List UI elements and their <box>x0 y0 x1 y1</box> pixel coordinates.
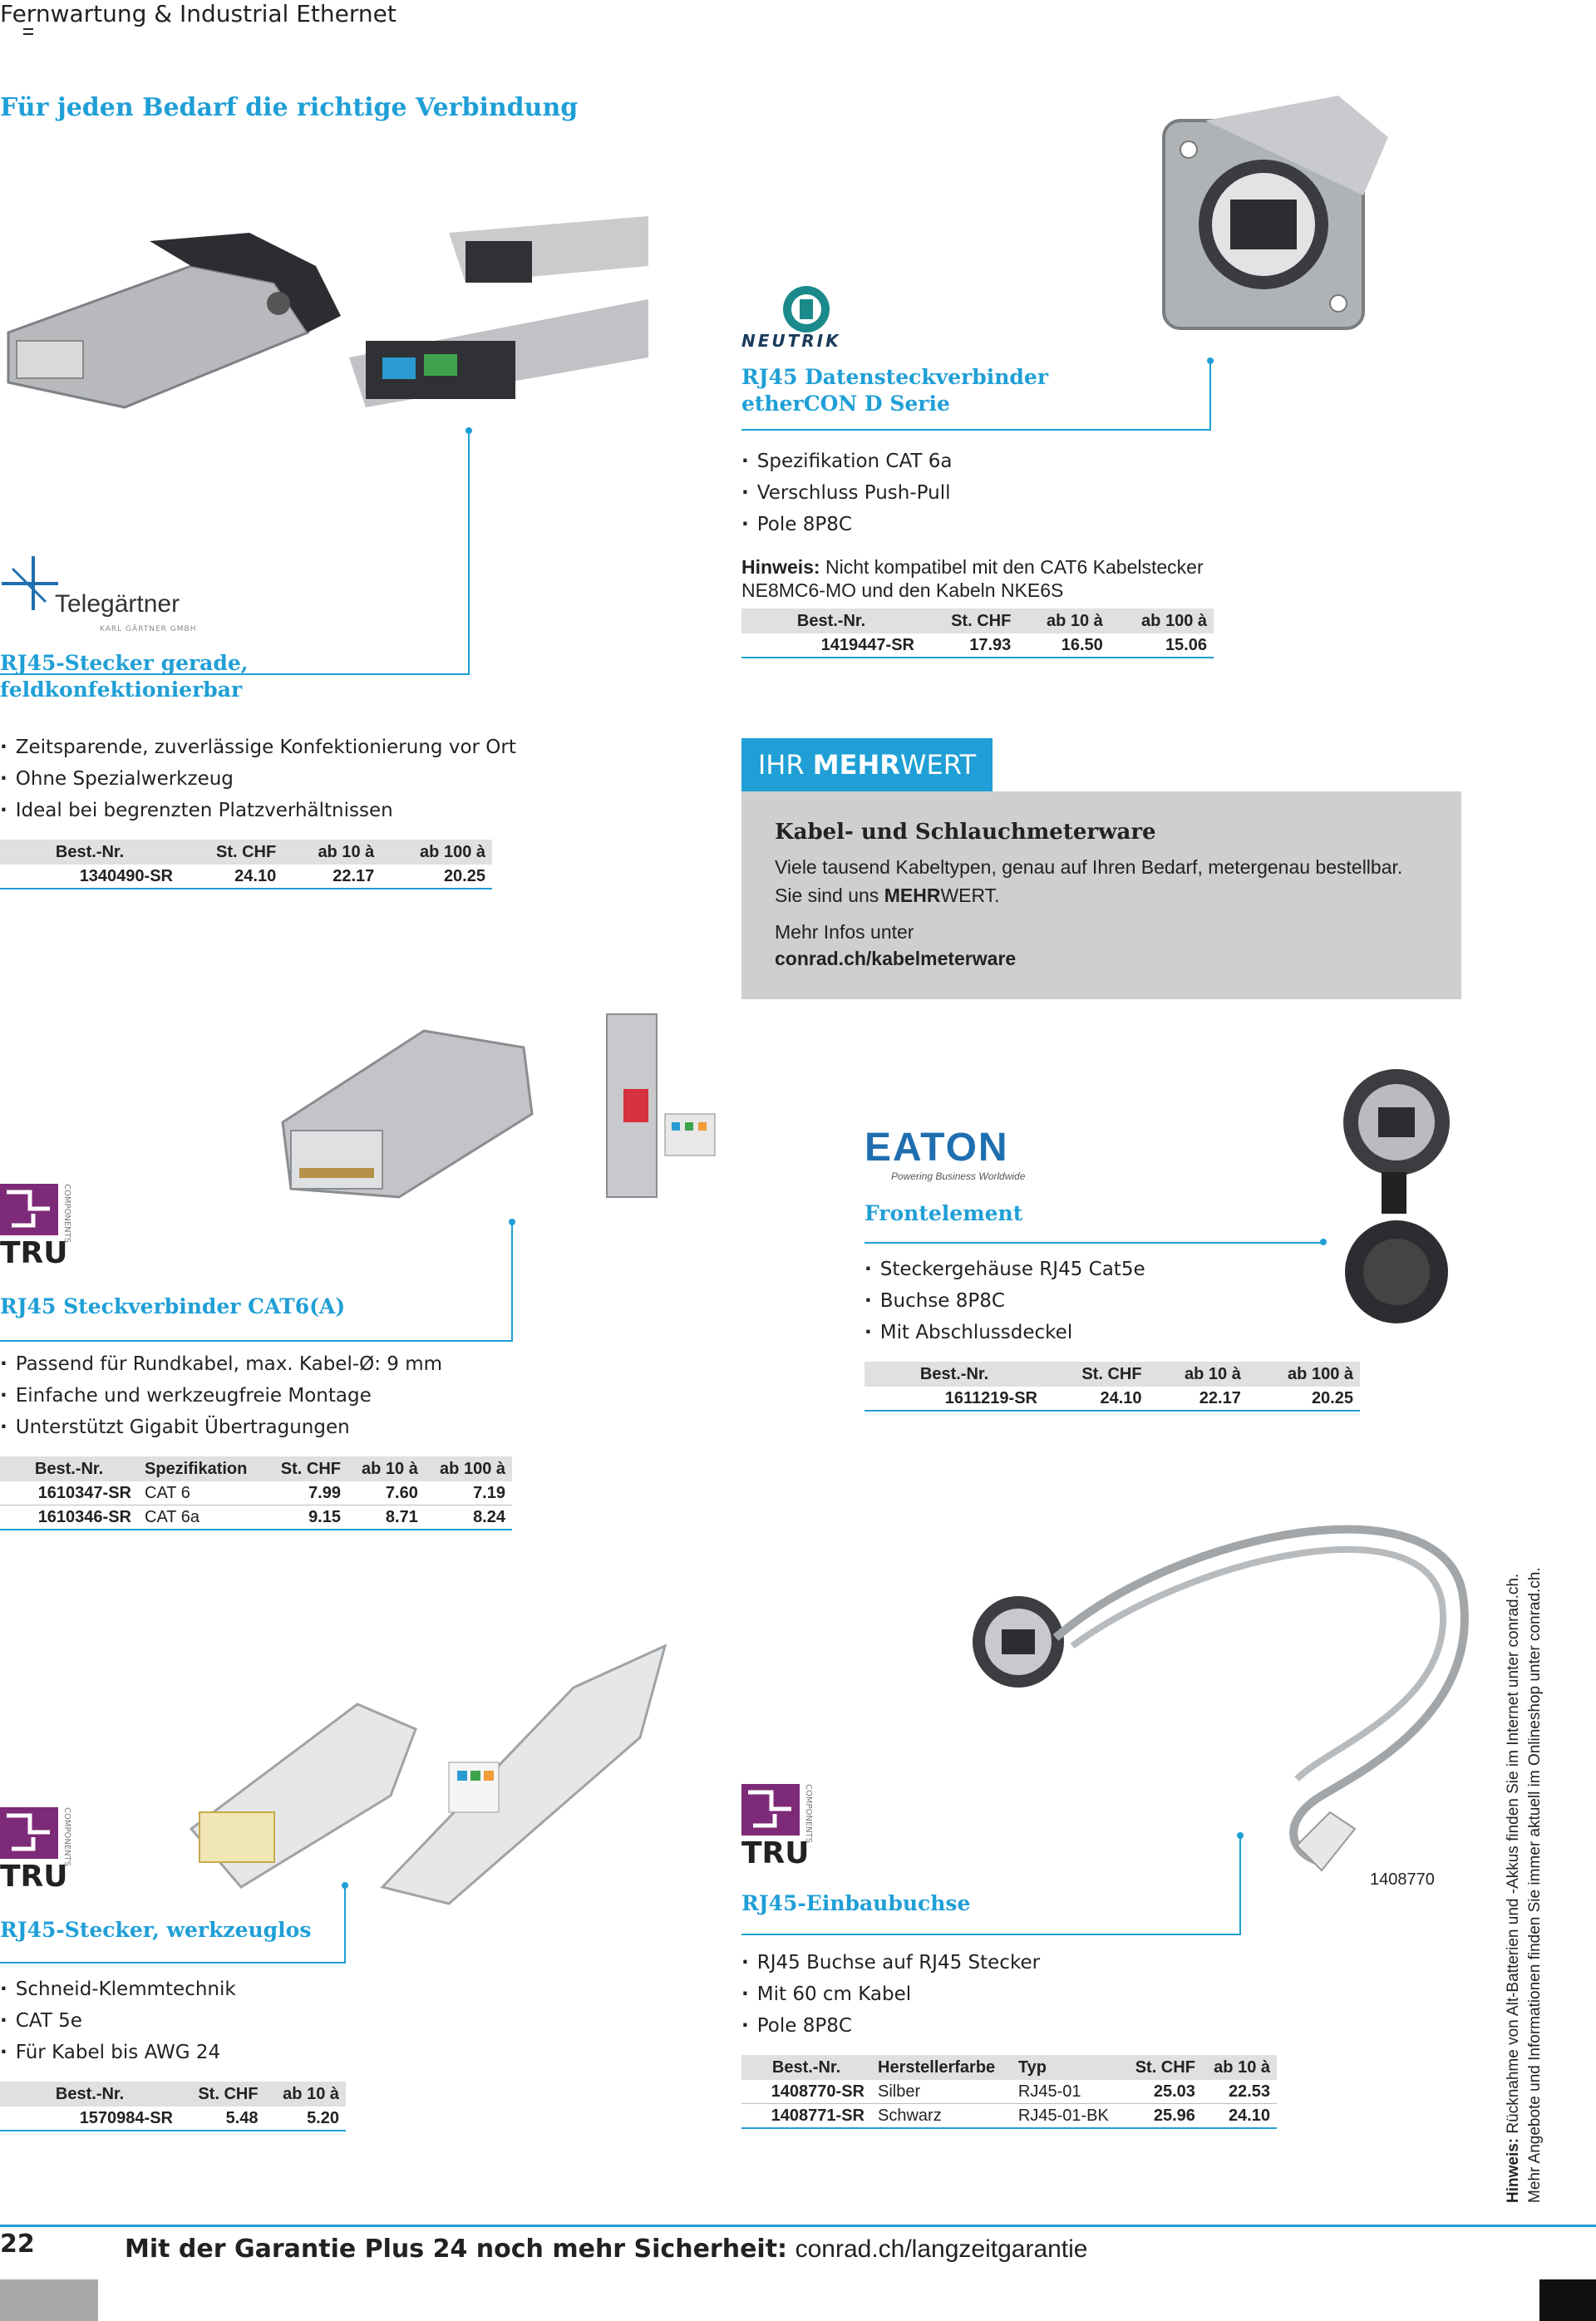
price-cell: 22.53 <box>1202 2080 1277 2104</box>
neutrik-logo-icon <box>781 284 831 334</box>
order-number[interactable]: 1419447-SR <box>741 633 921 658</box>
mehrwert-text-2a: Sie sind uns <box>775 885 884 906</box>
table-row <box>0 865 492 889</box>
price-cell: 20.25 <box>1248 1387 1360 1411</box>
bullet: · Spezifikation CAT 6a <box>741 446 953 477</box>
bullet: · Pole 8P8C <box>741 509 953 540</box>
neutrik-title-1: RJ45 Datensteckverbinder <box>741 365 1048 389</box>
telegaertner-connector-dot <box>466 427 472 434</box>
neutrik-connector-line <box>1209 362 1211 431</box>
mehrwert-text-2c: WERT. <box>940 885 1000 906</box>
order-number[interactable]: 1570984-SR <box>0 2107 180 2131</box>
col-header: ab 100 à <box>425 1456 512 1481</box>
mehrwert-more-label: Mehr Infos unter <box>775 921 914 943</box>
telegaertner-bullets <box>0 732 516 826</box>
neutrik-note-label: Hinweis: <box>741 556 820 578</box>
neutrik-title-underline <box>741 429 1211 431</box>
col-header: ab 100 à <box>381 840 492 865</box>
col-header: St. CHF <box>266 1456 347 1481</box>
price-cell: 24.10 <box>1044 1387 1149 1411</box>
col-header: Best.-Nr. <box>741 609 921 633</box>
neutrik-connector-dot <box>1207 357 1214 364</box>
col-header: Spezifikation <box>138 1456 266 1481</box>
neutrik-title-2: etherCON D Serie <box>741 392 950 416</box>
price-cell: 24.10 <box>180 865 283 889</box>
bullet: · Buchse 8P8C <box>864 1285 1145 1317</box>
tru-einbau-brand-sub: COMPONENTS <box>804 1784 813 1844</box>
order-number[interactable]: 1610346-SR <box>0 1505 138 1530</box>
col-header: St. CHF <box>921 609 1017 633</box>
table-row <box>0 2107 346 2131</box>
footer-rule <box>0 2225 1596 2227</box>
eaton-frontelement-image <box>1330 1064 1463 1347</box>
price-cell: 7.60 <box>347 1481 425 1505</box>
col-header: Best.-Nr. <box>0 840 180 865</box>
header-mark <box>23 28 33 35</box>
side-note-line1-text: Rücknahme von Alt-Batterien und -Akkus finden Sie im Internet unter conrad.ch. <box>1505 1573 1522 2134</box>
telegaertner-connector-line <box>468 432 470 673</box>
col-header: ab 10 à <box>1017 609 1110 633</box>
eaton-brand: EATON <box>864 1126 1009 1170</box>
price-cell: 22.17 <box>1149 1387 1248 1411</box>
color-cell: Silber <box>871 2080 1012 2104</box>
price-cell: 25.96 <box>1123 2104 1202 2129</box>
order-number[interactable]: 1610347-SR <box>0 1481 138 1505</box>
neutrik-brand: NEUTRIK <box>741 331 841 351</box>
col-header: Best.-Nr. <box>0 2082 180 2107</box>
telegaertner-title-1: RJ45-Stecker gerade, <box>0 651 249 675</box>
bullet: · Verschluss Push-Pull <box>741 477 953 509</box>
telegaertner-connector-image <box>0 216 349 432</box>
tru-cat6-open-image <box>582 1006 723 1205</box>
eaton-price-table <box>864 1362 1360 1412</box>
eaton-connector-dot <box>1320 1239 1327 1245</box>
page-headline: Für jeden Bedarf die richtige Verbindung <box>0 93 579 122</box>
mehrwert-badge <box>741 738 993 791</box>
price-cell: 25.03 <box>1123 2080 1202 2104</box>
neutrik-price-table <box>741 609 1214 658</box>
footer-link[interactable]: conrad.ch/langzeitgarantie <box>795 2235 1088 2263</box>
bullet: · Einfache und werkzeugfreie Montage <box>0 1380 442 1412</box>
bullet: · Schneid-Klemmtechnik <box>0 1974 236 2005</box>
col-header: Typ <box>1012 2055 1123 2080</box>
telegaertner-cable-image <box>349 216 648 416</box>
col-header: St. CHF <box>1123 2055 1202 2080</box>
tru-einbau-connector-dot <box>1237 1832 1244 1839</box>
bullet: · Mit 60 cm Kabel <box>741 1979 1040 2010</box>
tru-werkzeuglos-bullets <box>0 1974 236 2068</box>
col-header: ab 100 à <box>1248 1362 1360 1387</box>
table-row <box>0 1505 512 1530</box>
tru-einbau-title: RJ45-Einbaubuchse <box>741 1891 971 1915</box>
tru-cat6-brand: TRU <box>0 1236 68 1270</box>
page-number: 22 <box>0 2230 35 2259</box>
side-note-line2: Mehr Angebote und Informationen finden Sie immer aktuell im Onlineshop unter conrad.ch. <box>1526 1567 1544 2203</box>
table-row <box>741 633 1214 658</box>
mehrwert-title: Kabel- und Schlauchmeterware <box>775 820 1156 845</box>
price-cell: 8.24 <box>425 1505 512 1530</box>
tru-werkzeuglos-price-table <box>0 2082 346 2131</box>
col-header: St. CHF <box>180 2082 265 2107</box>
spec-cell: CAT 6 <box>138 1481 266 1505</box>
side-note-text <box>1503 1488 1546 2203</box>
footer-gray-block <box>0 2279 98 2321</box>
col-header: ab 10 à <box>283 840 381 865</box>
type-cell: RJ45-01-BK <box>1012 2104 1123 2129</box>
col-header: Best.-Nr. <box>864 1362 1044 1387</box>
tru-einbau-price-table <box>741 2055 1277 2129</box>
bullet: · Zeitsparende, zuverlässige Konfektionierung vor Ort <box>0 732 516 763</box>
tru-cat6-connector-line <box>511 1224 513 1342</box>
bullet: · Passend für Rundkabel, max. Kabel-Ø: 9 mm <box>0 1348 442 1380</box>
table-row <box>741 2104 1277 2129</box>
bullet: · CAT 5e <box>0 2005 236 2037</box>
tru-werkzeuglos-brand: TRU <box>0 1860 68 1894</box>
footer-tagline-bold: Mit der Garantie Plus 24 noch mehr Sicherheit: <box>125 2235 788 2264</box>
order-number[interactable]: 1408771-SR <box>741 2104 871 2129</box>
bullet: · Mit Abschlussdeckel <box>864 1317 1145 1348</box>
neutrik-ethercon-image <box>1155 96 1396 337</box>
price-cell: 8.71 <box>347 1505 425 1530</box>
col-header: ab 10 à <box>1149 1362 1248 1387</box>
col-header: ab 10 à <box>347 1456 425 1481</box>
col-header: Herstellerfarbe <box>871 2055 1012 2080</box>
mehrwert-text-1: Viele tausend Kabeltypen, genau auf Ihren Bedarf, metergenau bestellbar. <box>775 856 1403 878</box>
neutrik-note-line2: NE8MC6-MO und den Kabeln NKE6S <box>741 579 1064 601</box>
type-cell: RJ45-01 <box>1012 2080 1123 2104</box>
col-header: Best.-Nr. <box>741 2055 871 2080</box>
price-cell: 16.50 <box>1017 633 1110 658</box>
badge-part2: MEHR <box>812 749 900 781</box>
price-cell: 7.99 <box>266 1481 347 1505</box>
col-header: Best.-Nr. <box>0 1456 138 1481</box>
tru-cat6-connector-image <box>274 1006 540 1205</box>
eaton-title-underline <box>864 1242 1323 1244</box>
eaton-title: Frontelement <box>864 1201 1023 1225</box>
neutrik-bullets <box>741 446 953 540</box>
neutrik-note <box>741 555 1204 602</box>
badge-part1: IHR <box>757 749 813 781</box>
bullet: · Steckergehäuse RJ45 Cat5e <box>864 1254 1145 1285</box>
tru-werkzeuglos-title: RJ45-Stecker, werkzeuglos <box>0 1918 312 1942</box>
col-header: St. CHF <box>1044 1362 1149 1387</box>
tru-cat6-brand-sub: COMPONENTS <box>62 1184 71 1244</box>
price-cell: 5.48 <box>180 2107 265 2131</box>
table-row <box>0 1481 512 1505</box>
tru-cat6-price-table <box>0 1456 512 1530</box>
order-number[interactable]: 1611219-SR <box>864 1387 1044 1411</box>
tru-cat6-title-underline <box>0 1340 513 1342</box>
price-cell: 24.10 <box>1202 2104 1277 2129</box>
table-row <box>864 1387 1360 1411</box>
telegaertner-logo-icon <box>0 552 58 610</box>
telegaertner-brand: Telegärtner <box>55 590 180 618</box>
col-header: ab 10 à <box>265 2082 346 2107</box>
telegaertner-title-2: feldkonfektionierbar <box>0 678 243 702</box>
tru-werkzeuglos-connector-line <box>344 1887 346 1964</box>
tru-einbau-cable-image <box>931 1496 1496 1904</box>
col-header: St. CHF <box>180 840 283 865</box>
tru-werkzeuglos-brand-sub: COMPONENTS <box>62 1807 71 1867</box>
price-cell: 9.15 <box>266 1505 347 1530</box>
footer-tagline <box>125 2235 1088 2264</box>
order-number[interactable]: 1408770-SR <box>741 2080 871 2104</box>
bullet: · Unterstützt Gigabit Übertragungen <box>0 1412 442 1443</box>
price-cell: 7.19 <box>425 1481 512 1505</box>
tru-einbau-title-underline <box>741 1934 1241 1935</box>
tru-cat6-connector-dot <box>509 1219 515 1225</box>
color-cell: Schwarz <box>871 2104 1012 2129</box>
table-row <box>741 2080 1277 2104</box>
col-header: ab 100 à <box>1110 609 1214 633</box>
tru-werkzeuglos-connector-dot <box>342 1882 348 1889</box>
bullet: · Ohne Spezialwerkzeug <box>0 763 516 795</box>
eaton-bullets <box>864 1254 1145 1348</box>
badge-part3: WERT <box>899 749 977 781</box>
side-note-label: Hinweis: <box>1505 2137 1522 2203</box>
neutrik-note-line1: Nicht kompatibel mit den CAT6 Kabelstecker <box>825 556 1204 578</box>
mehrwert-link[interactable]: conrad.ch/kabelmeterware <box>775 948 1017 969</box>
price-cell: 5.20 <box>265 2107 346 2131</box>
tru-einbau-image-label: 1408770 <box>1370 1870 1435 1889</box>
telegaertner-price-table <box>0 840 492 889</box>
tru-cat6-bullets <box>0 1348 442 1443</box>
order-number[interactable]: 1340490-SR <box>0 865 180 889</box>
spec-cell: CAT 6a <box>138 1505 266 1530</box>
mehrwert-text-2b: MEHR <box>884 885 941 906</box>
page-header-section: Fernwartung & Industrial Ethernet <box>0 0 397 27</box>
price-cell: 22.17 <box>283 865 381 889</box>
bullet: · Pole 8P8C <box>741 2010 1040 2042</box>
side-note-line1 <box>1503 1488 1525 2203</box>
tru-einbau-bullets <box>741 1947 1040 2042</box>
tru-cat6-title: RJ45 Steckverbinder CAT6(A) <box>0 1294 346 1318</box>
tru-einbau-connector-line <box>1239 1837 1241 1935</box>
bullet: · RJ45 Buchse auf RJ45 Stecker <box>741 1947 1040 1979</box>
price-cell: 20.25 <box>381 865 492 889</box>
tru-einbau-brand: TRU <box>741 1836 810 1870</box>
eaton-brand-sub: Powering Business Worldwide <box>891 1170 1026 1182</box>
tru-werkzeuglos-title-underline <box>0 1962 346 1964</box>
telegaertner-brand-sub: KARL GÄRTNER GMBH <box>100 625 197 633</box>
bullet: · Ideal bei begrenzten Platzverhältnissen <box>0 795 516 826</box>
footer-black-block <box>1539 2279 1596 2321</box>
col-header: ab 10 à <box>1202 2055 1277 2080</box>
price-cell: 17.93 <box>921 633 1017 658</box>
tru-werkzeuglos-image <box>175 1638 673 1912</box>
side-note <box>1503 1488 1553 2203</box>
bullet: · Für Kabel bis AWG 24 <box>0 2037 236 2068</box>
mehrwert-text-2 <box>775 885 1000 907</box>
price-cell: 15.06 <box>1110 633 1214 658</box>
